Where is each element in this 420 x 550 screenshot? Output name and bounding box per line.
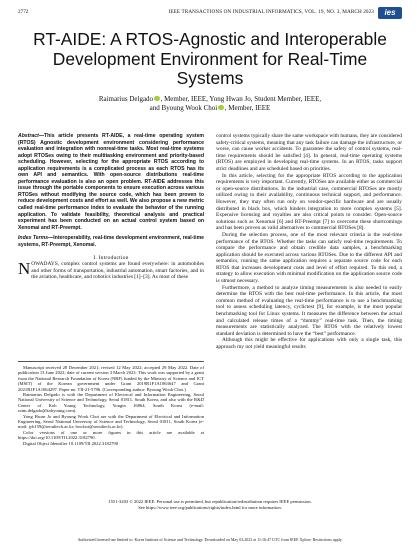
page-header	[18, 6, 402, 18]
abstract	[18, 133, 204, 231]
orcid-icon[interactable]	[218, 105, 224, 111]
index-terms-text: Interoperability, real-time development environment, real-time systems, RT-Preempt, Xenomai.	[18, 235, 204, 248]
author-name-3: and Byoung Wook Choi	[149, 104, 218, 112]
body-paragraph: control systems typically share the same workspace with humans, they are considered safety-critical systems, meaning that any task failure can damage the infrastructure, or worse, can cause worker accidents. To guarantee the safety of control systems, real-time requirements should be satisfied [4]. In general, real-time operating systems (RTOS) are employed in developing real-time systems. In an RTOS, tasks support strict deadlines and are scheduled based on priorities.	[216, 133, 402, 172]
page-number: 2772	[18, 9, 29, 15]
index-terms	[18, 235, 204, 248]
copyright-notice	[20, 499, 400, 510]
body-paragraph: Although this might be effective for applications with only a single task, this approach my not yield meaningful results	[216, 337, 402, 350]
copyright-line: 1551-3203 © 2022 IEEE. Personal use is permitted, but republication/redistribution requires IEEE permission.	[108, 499, 312, 504]
download-notice: Authorized licensed use limited to: Korea Institute of Science and Technology. Downloaded on May 03,2023 at 11:16:47 UTC from IEEE Xplore. Restrictions apply.	[77, 537, 343, 542]
author-line-1	[40, 95, 380, 104]
abstract-label: Abstract—	[18, 133, 44, 139]
intro-paragraph	[18, 261, 204, 281]
right-column	[216, 133, 402, 351]
ies-logo	[378, 6, 402, 20]
author-line-1-rest: , Member, IEEE, Yong Hwan Jo, Student Member, IEEE,	[160, 95, 322, 103]
index-terms-label: Index Terms—	[18, 235, 54, 242]
intro-text: complex control systems are found everywhere: in automobiles and other forms of transportation, industrial automation, smart factories, and in the aviation, healthcare, and robotics industries [1]–[3]. As most of these	[31, 261, 204, 281]
footnote-author-1: Raimarius Delgado is with the Department of Electrical and Information Engineering, Seoul National University of Science and Technology, Seoul 01811, South Korea, and also with the R&D Center of Koh Young Technology, Yongin 16864, South Korea (e-mail: raim.delgado@kohyoung.com).	[18, 392, 204, 414]
paper-title: RT-AIDE: A RTOS-Agnostic and Interoperable Development Environment for Real-Time Systems	[33, 29, 387, 88]
intro-lead: OWADAYS,	[31, 261, 60, 268]
section-heading: I. Introduction	[93, 255, 129, 262]
journal-header: IEEE TRANSACTIONS ON INDUSTRIAL INFORMATICS, VOL. 19, NO. 3, MARCH 2023	[168, 9, 374, 15]
body-paragraph: In this article, selecting for the appropriate RTOS according to the application requirements is very important. Currently, RTOSes are available either as commercial or open-source distributions. In the industrial case, commercial RTOSes are mostly utilized owing to their availability, continuous technical support, and performance. However, they may often run only on vendor-specific hardware and are usually distributed in black box, which hinders integration to more complex systems [5]. Expensive licensing and royalties are also critical points to consider. Open-source solutions such as Xenomai [6] and RT-Preempt [7] to overcome these shortcomings and has been proven as valid alternatives to commercial RTOSes [8].	[216, 172, 402, 232]
author-name-1: Raimarius Delgado	[98, 95, 154, 103]
drop-cap: N	[18, 259, 31, 279]
left-column	[18, 133, 204, 281]
footnote-color: Color versions of one or more figures in this article are available at https://doi.org/10.1109/TII.2022.3182790.	[18, 429, 204, 441]
body-paragraph: During the selection process, one of the most relevant criteria is the real-time performance of the RTOS. Whether the tasks can satisfy real-time requirements. To compare the performance and obtain credible data samples, a benchmarking application should be executed across various RTOSes. Due to the different API and semantics, running the same application requires a separate source code for each RTOS that increases development costs and level of effort required. To this end, a strategy to allow execution with minimal modification on the application source code is utmost necessary.	[216, 231, 402, 285]
footnote-author-2: Yong Hwan Jo and Byoung Wook Choi are with the Department of Electrical and Information Engineering, Seoul National University of Science and Technology, Seoul 01811, South Korea (e-mail: jyh159@seoultech.ac.kr; bwchoi@seoultech.ac.kr).	[18, 413, 204, 430]
author-line-2-rest: , Member, IEEE	[224, 104, 271, 112]
orcid-icon[interactable]	[154, 96, 160, 102]
abstract-text: This article presents RT-AIDE, a real-time operating system (RTOS) Agnostic development environment considering performance evaluation and integration with nonreal-time tasks. Most real-time systems adopt RTOSes owing to their multitasking environment and priority-based scheduling. However, selecting for the appropriate RTOS according to application requirements is a complicated process as each RTOS has its own API and semantics. With open-source distributions real-time performance evaluation is also an open problem. RT-AIDE addresses this issue through the portable components to ensure execution across various RTOSes without modifying the source code, which has been proven to reduce development costs and effort as well. We also propose a new metric called real-time performance index to evaluate the behavior of the running application. To validate feasibility, theoretical analysis and practical experiment has been conducted on an actual control system based on Xenomai and RT-Preempt.	[18, 133, 204, 231]
body-paragraph: Furthermore, a method to analyze timing measurements is also needed to easily determine the RTOS with the best real-time performance. In this article, the most common method of evaluating the real-time performance is to use a benchmarking tool to assess scheduling latency, cyclictest [9], for example, is the most popular benchmarking tool for Linux systems. It measures the difference between the actual and calculated release times of a “dummy” real-time task. Then, the timing measurements are statistically analyzed. The RTOS with the relatively lowest standard deviation is determined to have the “best” performance.	[216, 284, 402, 337]
ies-logo-text: ies	[384, 7, 396, 17]
author-line-2	[40, 104, 380, 113]
author-list	[40, 95, 380, 113]
rights-link[interactable]: See https://www.ieee.org/publications/rights/index.html for more information.	[138, 504, 282, 510]
footnote-manuscript: Manuscript received 28 December 2021; revised 12 May 2022; accepted 29 May 2022. Date of publication 13 June 2022; date of current version 3 March 2023. This work was supported by a grant from the National Research Foundation of Korea (NRF) funded by the Ministry of Science and ICT (MSIT) of the Korean government under Grant 2019R1F1A1063647 and Grant 2021R1F1A1064297. Paper no. TII-21-5796. (Corresponding author: Byoung Wook Choi.)	[18, 365, 204, 392]
footnote-doi: Digital Object Identifier 10.1109/TII.2022.3182790	[23, 440, 119, 446]
footnotes	[18, 361, 204, 446]
